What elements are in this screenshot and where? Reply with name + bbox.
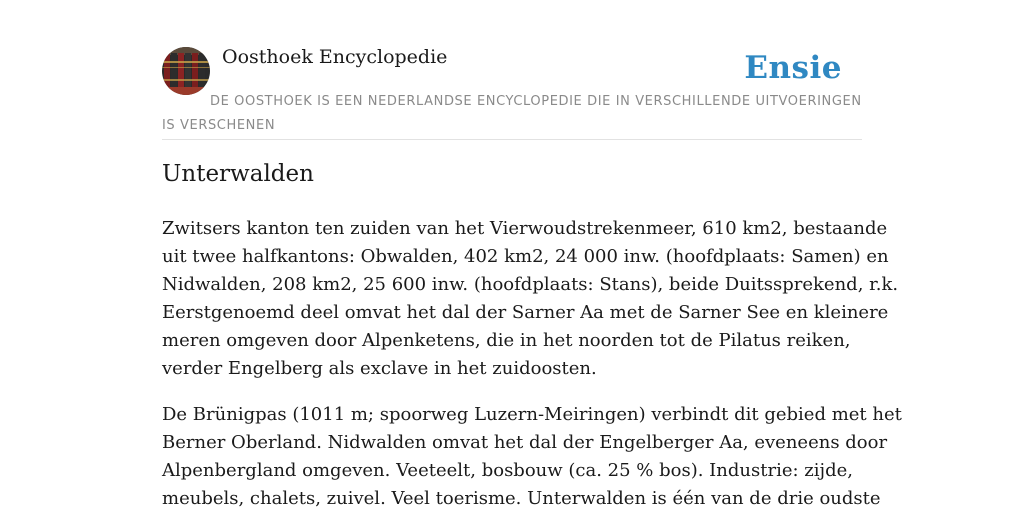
header-divider (162, 139, 862, 140)
paragraph-line: verder Engelberg als exclave in het zuidoosten. (162, 358, 597, 379)
paragraph-line: Eerstgenoemd deel omvat het dal der Sarner Aa met de Sarner See en kleinere (162, 302, 889, 323)
paragraph-line: meren omgeven door Alpenketens, die in het noorden tot de Pilatus reiken, (162, 330, 851, 351)
article-paragraph (162, 215, 899, 383)
paragraph-line: uit twee halfkantons: Obwalden, 402 km2, 24 000 inw. (hoofdplaats: Samen) en (162, 246, 889, 267)
paragraph-line: meubels, chalets, zuivel. Veel toerisme. Unterwalden is één van de drie oudste (162, 488, 881, 509)
article-body (162, 215, 902, 531)
site-tagline: DE OOSTHOEK IS EEN NEDERLANDSE ENCYCLOPEDIE DIE IN VERSCHILLENDE UITVOERINGEN IS VERSCHENEN (162, 94, 862, 133)
paragraph-line: Nidwalden, 208 km2, 25 600 inw. (hoofdplaats: Stans), beide Duitssprekend, r.k. (162, 274, 899, 295)
site-title-link[interactable]: Oosthoek Encyclopedie (222, 46, 448, 68)
paragraph-line: Berner Oberland. Nidwalden omvat het dal der Engelberger Aa, eveneens door (162, 432, 888, 453)
ensie-logo[interactable]: Ensie (744, 50, 842, 86)
encyclopedia-books-avatar[interactable] (162, 47, 210, 95)
paragraph-line: De Brünigpas (1011 m; spoorweg Luzern-Meiringen) verbindt dit gebied met het (162, 404, 902, 425)
article-paragraph (162, 401, 902, 513)
paragraph-line: Zwitsers kanton ten zuiden van het Vierwoudstrekenmeer, 610 km2, bestaande (162, 218, 888, 239)
paragraph-line: Alpenbergland omgeven. Veeteelt, bosbouw (ca. 25 % bos). Industrie: zijde, (162, 460, 853, 481)
page-title: Unterwalden (162, 161, 314, 187)
